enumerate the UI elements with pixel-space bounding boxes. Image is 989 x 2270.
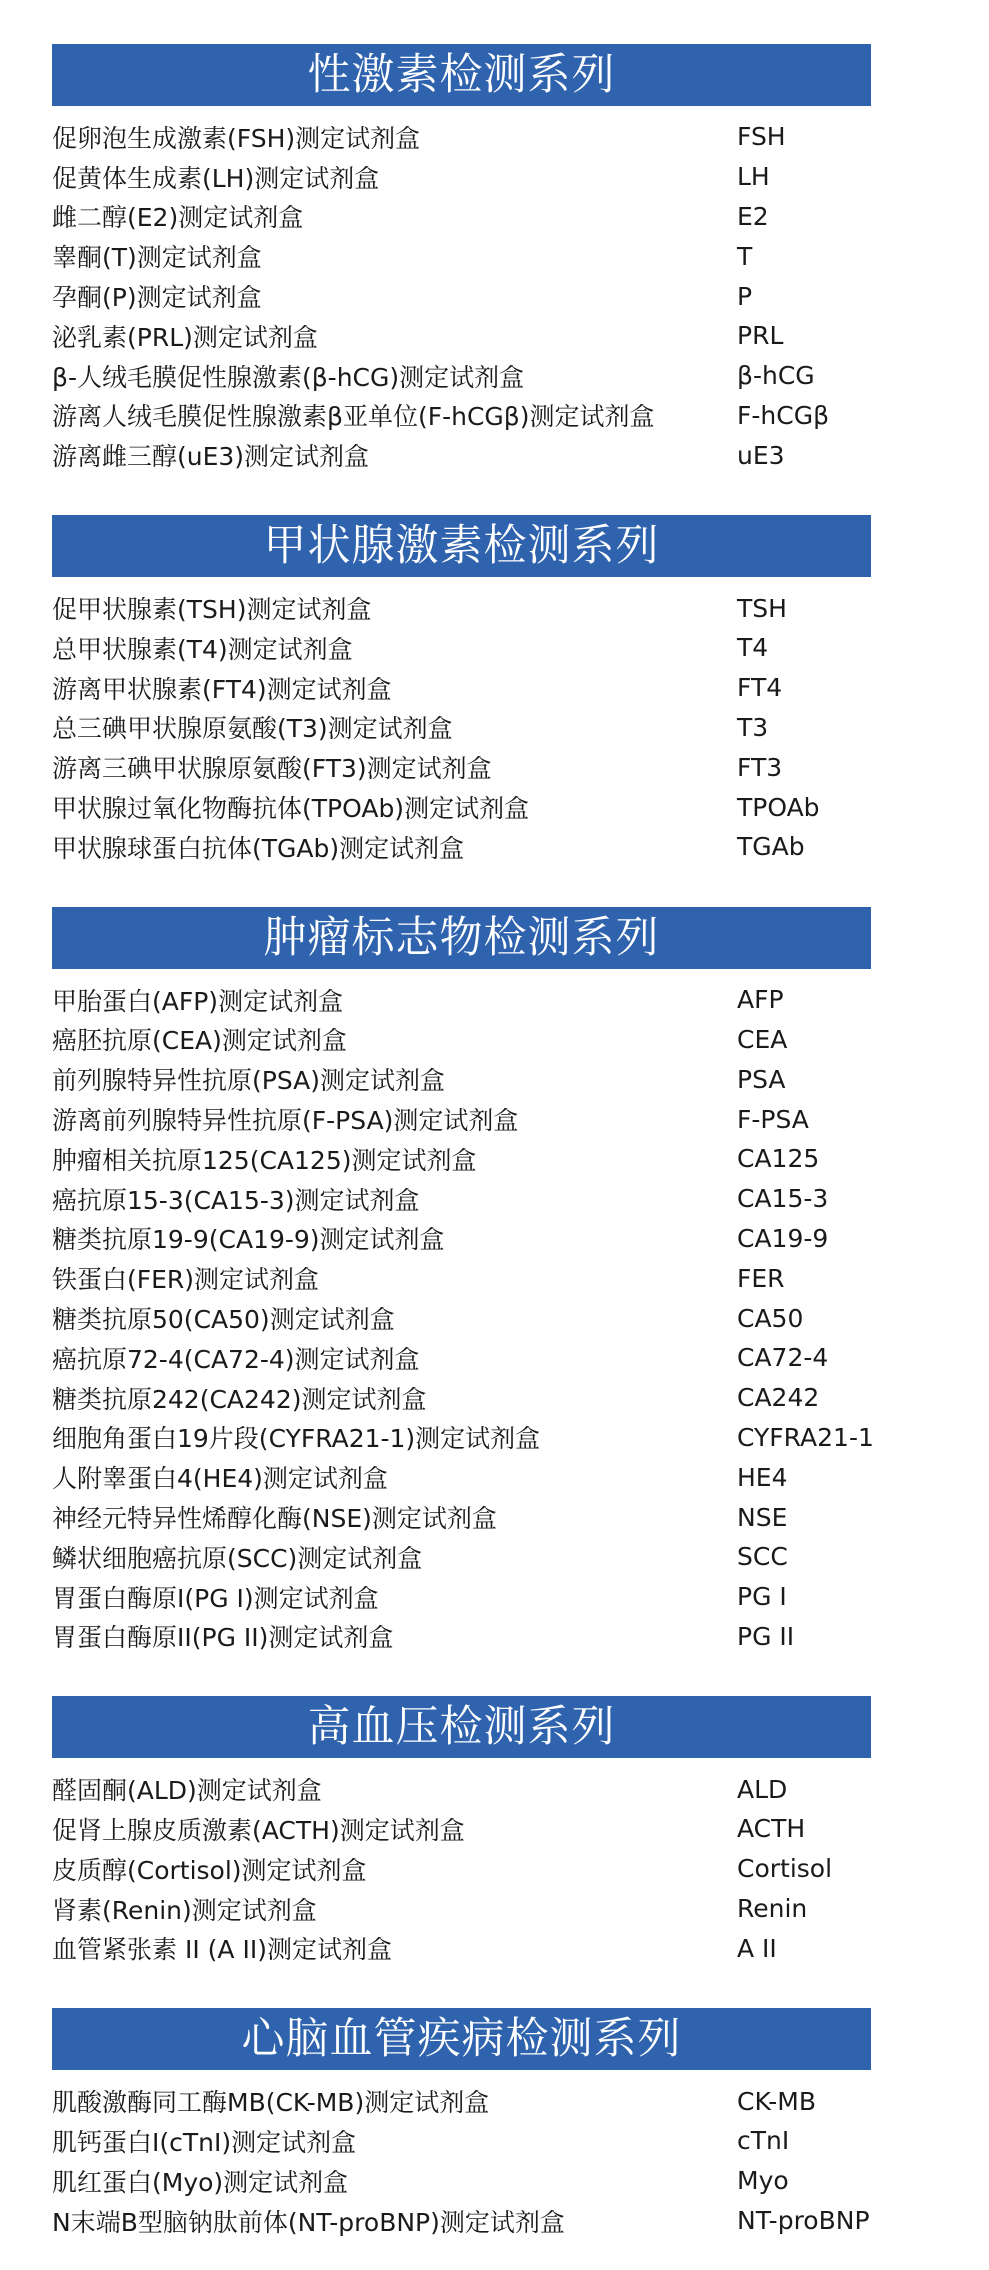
product-row [52,356,882,396]
product-row [52,1497,882,1537]
product-code: β-hCG [737,361,815,391]
product-row [52,980,882,1020]
product-name: 癌抗原72-4(CA72-4)测定试剂盒 [52,1344,420,1374]
product-code: SCC [737,1542,788,1572]
product-row [52,197,882,237]
product-code: F-PSA [737,1104,809,1134]
section-title: 肿瘤标志物检测系列 [52,907,871,969]
product-row [52,2161,882,2201]
product-name: 促甲状腺素(TSH)测定试剂盒 [52,595,372,625]
product-name: N末端B型脑钠肽前体(NT-proBNP)测定试剂盒 [52,2207,565,2237]
product-name: 肌酸激酶同工酶MB(CK-MB)测定试剂盒 [52,2088,490,2118]
product-section [52,2008,882,2240]
product-code: Cortisol [737,1854,833,1884]
product-name: 甲状腺球蛋白抗体(TGAb)测定试剂盒 [52,833,465,863]
product-code: CA125 [737,1144,820,1174]
product-code: A II [737,1933,777,1963]
product-code: FT4 [737,673,783,703]
product-row [52,1179,882,1219]
product-row [52,117,882,157]
product-code: Myo [737,2166,789,2196]
product-name: 肿瘤相关抗原125(CA125)测定试剂盒 [52,1145,477,1175]
product-name: 游离人绒毛膜促性腺激素β亚单位(F-hCGβ)测定试剂盒 [52,402,655,432]
product-name: 游离雌三醇(uE3)测定试剂盒 [52,442,370,472]
product-name: 醛固酮(ALD)测定试剂盒 [52,1776,322,1806]
product-code: FT3 [737,752,783,782]
product-name: 糖类抗原19-9(CA19-9)测定试剂盒 [52,1225,445,1255]
product-row [52,827,882,867]
product-code: F-hCGβ [737,400,830,430]
product-row [52,1457,882,1497]
product-name: 孕酮(P)测定试剂盒 [52,283,262,313]
product-row [52,236,882,276]
section-title: 高血压检测系列 [52,1696,871,1758]
product-code: PSA [737,1064,786,1094]
product-name: 睾酮(T)测定试剂盒 [52,243,262,273]
product-row [52,1537,882,1577]
product-name: 皮质醇(Cortisol)测定试剂盒 [52,1855,367,1885]
section-title: 性激素检测系列 [52,44,871,106]
product-catalog [52,44,882,2240]
product-code: FER [737,1263,785,1293]
product-section [52,1696,882,1968]
product-row [52,1928,882,1968]
product-row [52,1338,882,1378]
product-name: 人附睾蛋白4(HE4)测定试剂盒 [52,1464,388,1494]
product-code: PG I [737,1582,787,1612]
product-code: LH [737,162,770,192]
product-code: TSH [737,593,787,623]
product-row [52,1219,882,1259]
product-row [52,316,882,356]
product-name: 肾素(Renin)测定试剂盒 [52,1895,317,1925]
product-name: 总三碘甲状腺原氨酸(T3)测定试剂盒 [52,714,453,744]
product-section [52,515,882,867]
product-name: 鳞状细胞癌抗原(SCC)测定试剂盒 [52,1543,423,1573]
product-name: 总甲状腺素(T4)测定试剂盒 [52,634,353,664]
product-code: CK-MB [737,2086,816,2116]
product-row [52,1258,882,1298]
product-row [52,1809,882,1849]
product-row [52,708,882,748]
product-row [52,1378,882,1418]
product-name: 癌抗原15-3(CA15-3)测定试剂盒 [52,1185,420,1215]
product-section [52,907,882,1657]
product-row [52,396,882,436]
product-row [52,588,882,628]
product-code: PRL [737,321,784,351]
product-row [52,1577,882,1617]
product-row [52,747,882,787]
product-row [52,2201,882,2241]
product-name: 胃蛋白酶原II(PG II)测定试剂盒 [52,1623,394,1653]
product-name: 促卵泡生成激素(FSH)测定试剂盒 [52,123,421,153]
product-code: FSH [737,122,786,152]
product-name: 甲胎蛋白(AFP)测定试剂盒 [52,986,344,1016]
product-code: NSE [737,1502,788,1532]
product-code: CA242 [737,1383,820,1413]
product-code: T3 [737,712,769,742]
product-name: 促黄体生成素(LH)测定试剂盒 [52,163,380,193]
product-code: T4 [737,633,769,663]
product-name: 细胞角蛋白19片段(CYFRA21-1)测定试剂盒 [52,1424,541,1454]
product-code: PG II [737,1621,795,1651]
product-name: 游离三碘甲状腺原氨酸(FT3)测定试剂盒 [52,754,492,784]
product-row [52,1617,882,1657]
product-row [52,787,882,827]
product-name: 游离甲状腺素(FT4)测定试剂盒 [52,674,392,704]
product-row [52,1099,882,1139]
product-row [52,1020,882,1060]
product-row [52,1418,882,1458]
product-code: cTnI [737,2126,790,2156]
product-row [52,1059,882,1099]
product-code: CA19-9 [737,1223,829,1253]
product-code: P [737,281,753,311]
product-code: uE3 [737,440,785,470]
product-name: 糖类抗原242(CA242)测定试剂盒 [52,1384,427,1414]
product-row [52,1769,882,1809]
product-code: E2 [737,201,769,231]
product-code: TPOAb [737,792,820,822]
product-name: 甲状腺过氧化物酶抗体(TPOAb)测定试剂盒 [52,794,530,824]
product-row [52,435,882,475]
product-code: AFP [737,985,784,1015]
product-row [52,1889,882,1929]
product-name: 肌红蛋白(Myo)测定试剂盒 [52,2167,349,2197]
product-row [52,1298,882,1338]
product-name: 游离前列腺特异性抗原(F-PSA)测定试剂盒 [52,1106,519,1136]
product-code: CEA [737,1024,788,1054]
product-code: ALD [737,1774,788,1804]
product-code: CA15-3 [737,1184,829,1214]
product-name: 糖类抗原50(CA50)测定试剂盒 [52,1305,395,1335]
product-name: 血管紧张素 II (A II)测定试剂盒 [52,1935,392,1965]
product-row [52,157,882,197]
product-row [52,2081,882,2121]
product-code: NT-proBNP [737,2206,870,2236]
product-code: CA50 [737,1303,804,1333]
product-code: T [737,241,753,271]
product-name: 前列腺特异性抗原(PSA)测定试剂盒 [52,1066,446,1096]
product-code: CA72-4 [737,1343,829,1373]
product-code: ACTH [737,1814,806,1844]
product-row [52,1139,882,1179]
product-name: 癌胚抗原(CEA)测定试剂盒 [52,1026,347,1056]
product-row [52,2121,882,2161]
product-name: 促肾上腺皮质激素(ACTH)测定试剂盒 [52,1815,465,1845]
product-name: 泌乳素(PRL)测定试剂盒 [52,322,318,352]
product-row [52,1849,882,1889]
product-name: 肌钙蛋白I(cTnI)测定试剂盒 [52,2127,357,2157]
product-name: 铁蛋白(FER)测定试剂盒 [52,1265,320,1295]
product-row [52,628,882,668]
product-row [52,276,882,316]
product-code: CYFRA21-1 [737,1422,874,1452]
product-name: 神经元特异性烯醇化酶(NSE)测定试剂盒 [52,1504,497,1533]
product-name: 雌二醇(E2)测定试剂盒 [52,203,304,233]
product-section [52,44,882,475]
product-code: Renin [737,1894,808,1924]
section-title: 心脑血管疾病检测系列 [52,2008,871,2070]
product-name: 胃蛋白酶原I(PG I)测定试剂盒 [52,1583,379,1613]
product-code: TGAb [737,832,805,862]
product-name: β-人绒毛膜促性腺激素(β-hCG)测定试剂盒 [52,362,525,392]
product-code: HE4 [737,1462,788,1492]
section-title: 甲状腺激素检测系列 [52,515,871,577]
product-row [52,668,882,708]
